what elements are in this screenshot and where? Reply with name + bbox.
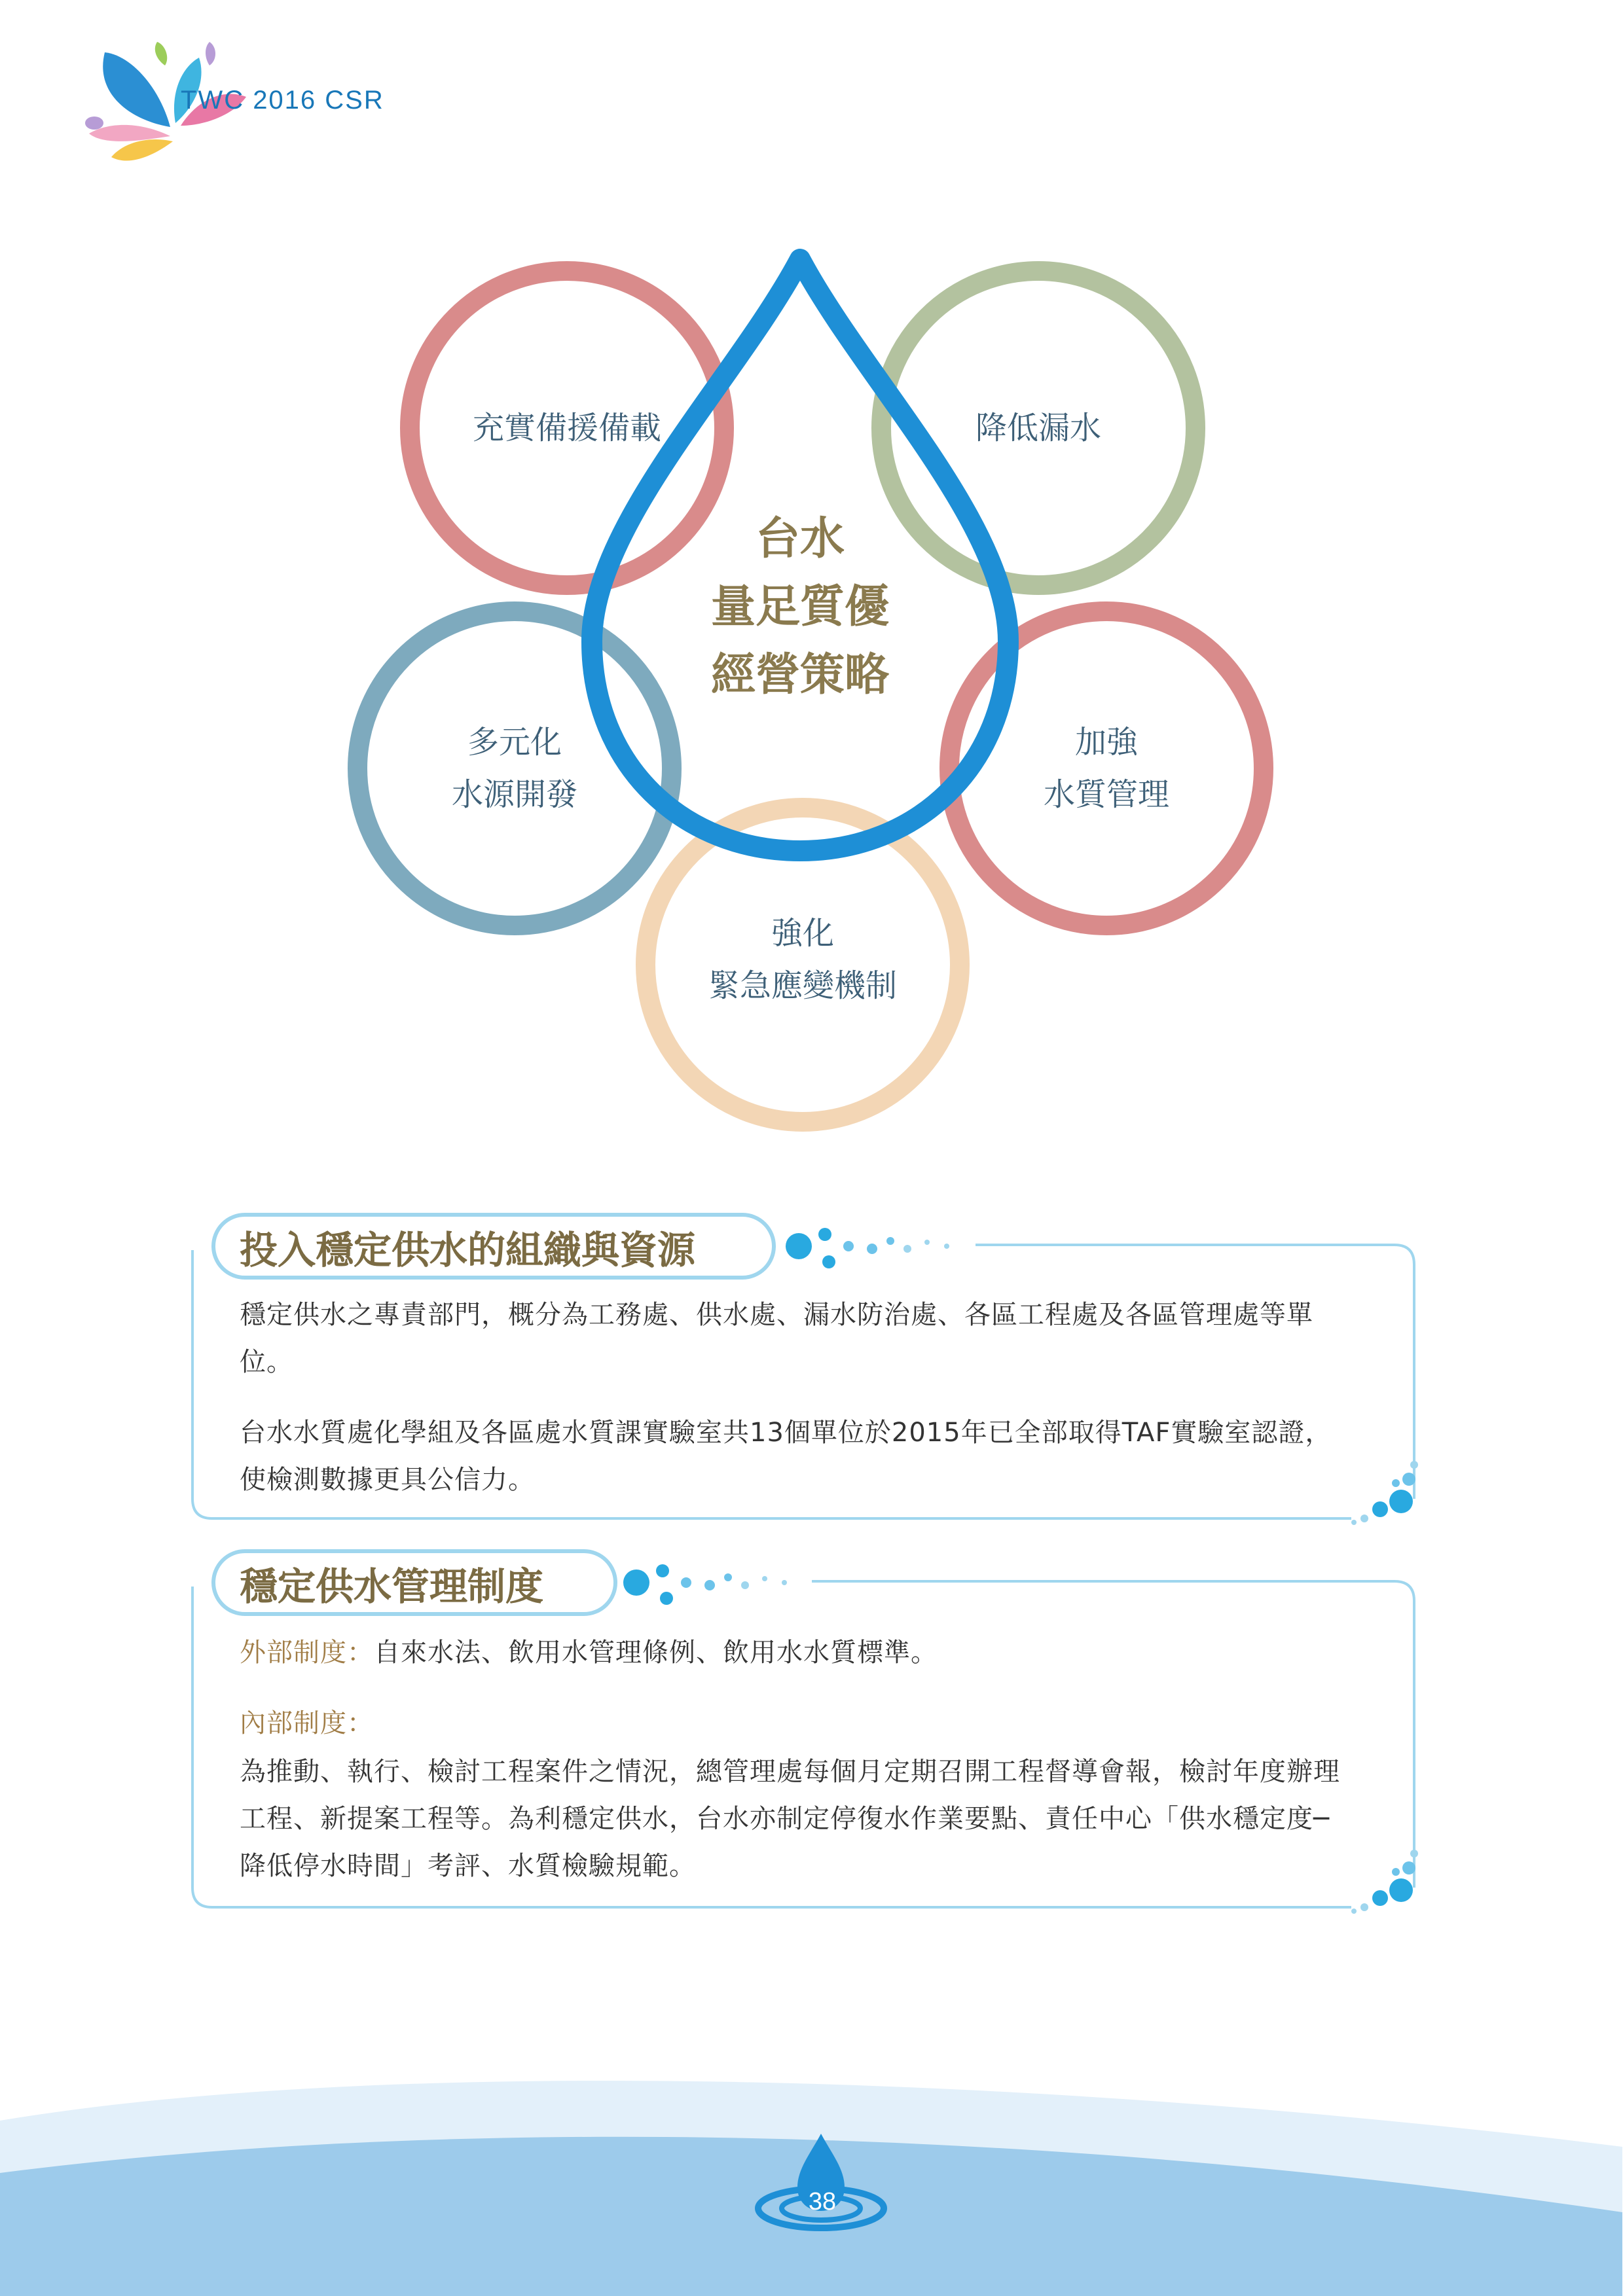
corner-bubbles-icon <box>1343 1846 1422 1918</box>
external-rules-text: 自來水法、飲用水管理條例、飲用水水質標準。 <box>374 1636 938 1668</box>
corner-bubbles-icon <box>1343 1457 1422 1529</box>
center-line-3: 經營策略 <box>711 649 889 702</box>
ring-label-emergency-line1: 強化 <box>771 915 834 952</box>
ring-label-emergency-line2: 緊急應變機制 <box>708 967 897 1004</box>
ring-label-leakage-text: 降低漏水 <box>976 410 1101 446</box>
ring-label-water-quality-line1: 加強 <box>1075 724 1138 761</box>
bubbles-icon <box>621 1560 797 1613</box>
ring-label-water-source-line2: 水源開發 <box>452 776 577 813</box>
bubbles-icon <box>783 1224 960 1276</box>
page-number: 38 <box>808 2189 837 2216</box>
external-rules <box>240 1628 1353 1676</box>
section1-paragraph-1: 穩定供水之專責部門，概分為工務處、供水處、漏水防治處、各區工程處及各區管理處等單位。 <box>240 1299 1313 1377</box>
section1-title: 投入穩定供水的組織與資源 <box>240 1228 696 1272</box>
ring-label-water-source-line1: 多元化 <box>467 724 562 761</box>
report-logo-text: TWC 2016 CSR <box>181 86 384 115</box>
internal-rules-label: 內部制度： <box>240 1707 374 1738</box>
ring-label-backup-text: 充實備援備載 <box>473 410 661 446</box>
ring-label-water-quality-line2: 水質管理 <box>1044 776 1169 813</box>
center-line-2: 量足質優 <box>711 581 889 634</box>
section1-paragraph-2: 台水水質處化學組及各區處水質課實驗室共13個單位於2015年已全部取得TAF實驗室認證，使檢測數據更具公信力。 <box>240 1416 1332 1495</box>
external-rules-label: 外部制度： <box>240 1636 374 1668</box>
center-line-1: 台水 <box>756 513 845 565</box>
section2-title: 穩定供水管理制度 <box>240 1564 544 1609</box>
internal-rules-text: 為推動、執行、檢討工程案件之情況，總管理處每個月定期召開工程督導會報，檢討年度辦理工程、新提案工程等。為利穩定供水，台水亦制定停復水作業要點、責任中心「供水穩定度─降低停水時間」考評、水質檢驗規範。 <box>240 1755 1340 1881</box>
